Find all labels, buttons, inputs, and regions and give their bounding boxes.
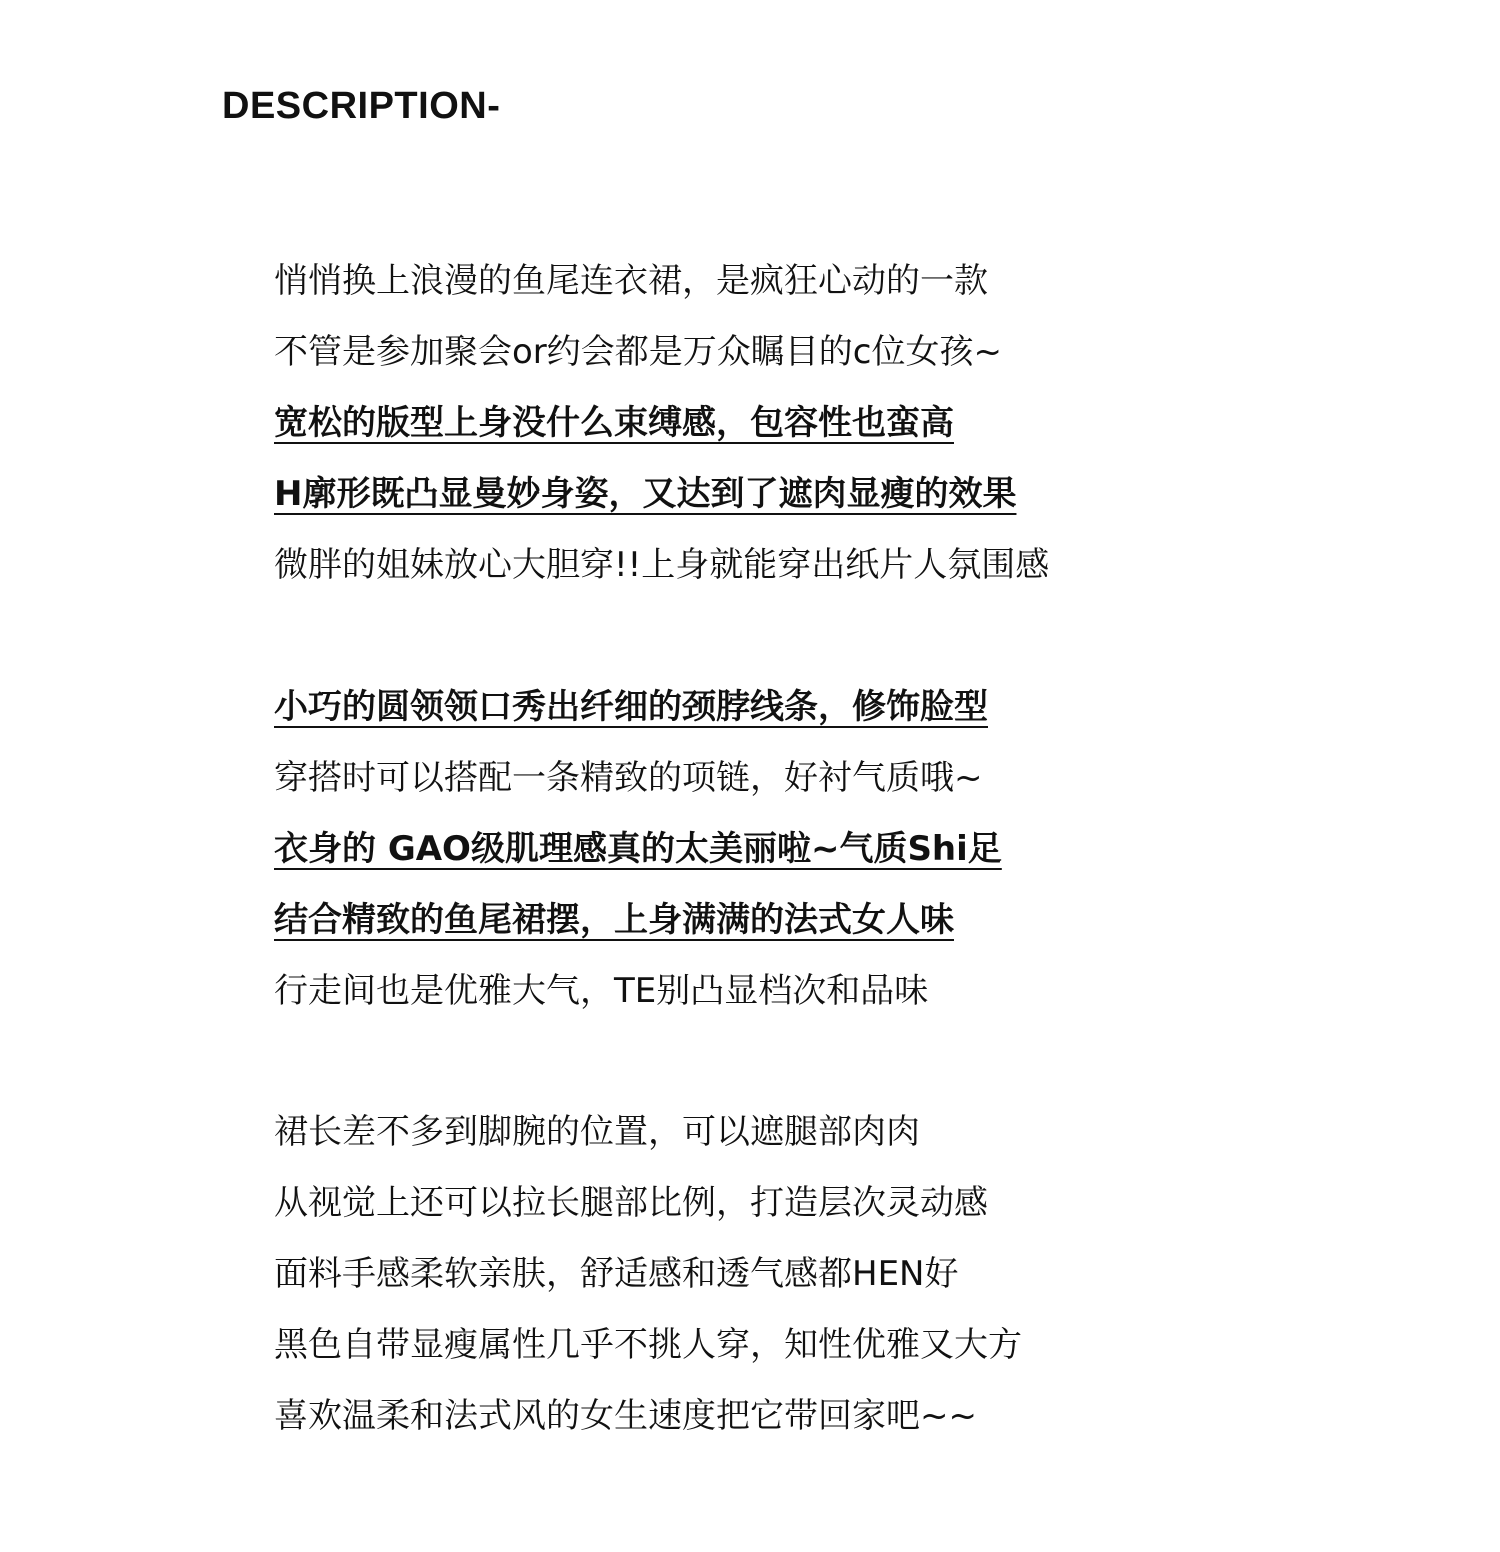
description-line: 小巧的圆领领口秀出纤细的颈脖线条，修饰脸型 [274,687,988,727]
page-title: DESCRIPTION- [222,85,501,127]
description-line: 黑色自带显瘦属性几乎不挑人穿，知性优雅又大方 [274,1325,1022,1365]
description-line: 面料手感柔软亲肤，舒适感和透气感都HEN好 [274,1254,959,1294]
description-paragraph-2 [274,672,1002,1027]
description-line: 不管是参加聚会or约会都是万众瞩目的c位女孩~ [274,332,1002,372]
description-line: 悄悄换上浪漫的鱼尾连衣裙，是疯狂心动的一款 [274,261,988,301]
description-line: 穿搭时可以搭配一条精致的项链，好衬气质哦~ [274,758,983,798]
description-line: 微胖的姐妹放心大胆穿!!上身就能穿出纸片人氛围感 [274,545,1050,585]
description-line: 喜欢温柔和法式风的女生速度把它带回家吧~~ [274,1396,977,1436]
description-line: 衣身的 GAO级肌理感真的太美丽啦~气质Shi足 [274,829,1002,869]
description-line: 宽松的版型上身没什么束缚感，包容性也蛮高 [274,403,954,443]
description-paragraph-3 [274,1097,1022,1452]
description-line: 裙长差不多到脚腕的位置，可以遮腿部肉肉 [274,1112,920,1152]
description-line: H廓形既凸显曼妙身姿，又达到了遮肉显瘦的效果 [274,474,1017,514]
description-paragraph-1 [274,246,1049,601]
description-line: 从视觉上还可以拉长腿部比例，打造层次灵动感 [274,1183,988,1223]
description-line: 结合精致的鱼尾裙摆，上身满满的法式女人味 [274,900,954,940]
description-line: 行走间也是优雅大气，TE别凸显档次和品味 [274,971,929,1011]
